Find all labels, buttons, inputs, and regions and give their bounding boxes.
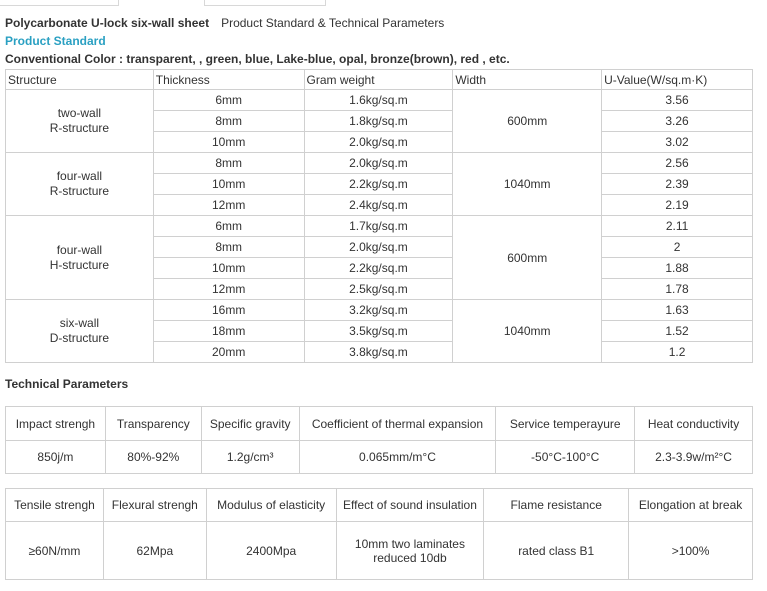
u-value-cell: 1.88 xyxy=(602,258,753,279)
u-value-cell: 1.2 xyxy=(602,342,753,363)
table-header-row xyxy=(6,70,753,90)
parameter-value-row xyxy=(6,441,753,474)
u-value-cell: 3.02 xyxy=(602,132,753,153)
parameter-header: Impact strengh xyxy=(6,407,106,441)
weight-cell: 2.2kg/sq.m xyxy=(304,174,453,195)
parameter-value: >100% xyxy=(629,522,753,580)
top-tab-middle xyxy=(204,0,326,6)
width-cell: 1040mm xyxy=(453,153,602,216)
u-value-cell: 2 xyxy=(602,237,753,258)
thickness-cell: 6mm xyxy=(153,216,304,237)
table-row xyxy=(6,90,753,111)
width-cell: 600mm xyxy=(453,90,602,153)
table-row xyxy=(6,153,753,174)
column-header: U-Value(W/sq.m·K) xyxy=(602,70,753,90)
u-value-cell: 3.26 xyxy=(602,111,753,132)
parameter-header: Effect of sound insulation xyxy=(336,489,484,522)
parameter-value: 2400Mpa xyxy=(206,522,336,580)
parameter-header: Flexural strengh xyxy=(103,489,206,522)
table-row xyxy=(6,216,753,237)
thickness-cell: 18mm xyxy=(153,321,304,342)
weight-cell: 3.2kg/sq.m xyxy=(304,300,453,321)
weight-cell: 1.7kg/sq.m xyxy=(304,216,453,237)
top-tab-left xyxy=(0,0,119,6)
product-standard-heading: Product Standard xyxy=(5,34,106,48)
column-header: Thickness xyxy=(153,70,304,90)
parameter-header-row xyxy=(6,407,753,441)
technical-parameters-table-1 xyxy=(5,406,753,474)
weight-cell: 2.4kg/sq.m xyxy=(304,195,453,216)
parameter-value-row xyxy=(6,522,753,580)
structure-cell xyxy=(6,300,154,363)
technical-parameters-heading: Technical Parameters xyxy=(5,377,129,391)
structure-cell xyxy=(6,90,154,153)
thickness-cell: 8mm xyxy=(153,111,304,132)
weight-cell: 1.8kg/sq.m xyxy=(304,111,453,132)
page-subtitle: Product Standard & Technical Parameters xyxy=(221,16,445,30)
structure-name: two-wall xyxy=(57,106,102,120)
conventional-colors: Conventional Color : transparent, , green, blue, Lake-blue, opal, bronze(brown), red , etc. xyxy=(5,52,510,66)
table-row xyxy=(6,300,753,321)
thickness-cell: 8mm xyxy=(153,153,304,174)
weight-cell: 2.5kg/sq.m xyxy=(304,279,453,300)
thickness-cell: 10mm xyxy=(153,258,304,279)
weight-cell: 2.0kg/sq.m xyxy=(304,237,453,258)
page-title xyxy=(5,16,444,30)
weight-cell: 2.2kg/sq.m xyxy=(304,258,453,279)
parameter-value: -50°C-100°C xyxy=(496,441,635,474)
weight-cell: 2.0kg/sq.m xyxy=(304,132,453,153)
parameter-value: rated class B1 xyxy=(484,522,629,580)
u-value-cell: 1.63 xyxy=(602,300,753,321)
parameter-header: Service temperayure xyxy=(496,407,635,441)
structure-name: six-wall xyxy=(59,316,100,330)
u-value-cell: 2.19 xyxy=(602,195,753,216)
u-value-cell: 2.11 xyxy=(602,216,753,237)
u-value-cell: 2.56 xyxy=(602,153,753,174)
structure-type: R-structure xyxy=(49,184,110,198)
parameter-header: Transparency xyxy=(105,407,201,441)
thickness-cell: 20mm xyxy=(153,342,304,363)
u-value-cell: 1.52 xyxy=(602,321,753,342)
width-cell: 600mm xyxy=(453,216,602,300)
structure-name: four-wall xyxy=(56,242,103,257)
product-standard-table xyxy=(5,69,753,363)
parameter-header: Heat conductivity xyxy=(635,407,753,441)
column-header: Structure xyxy=(6,70,154,90)
structure-type: R-structure xyxy=(49,121,110,135)
parameter-value: 850j/m xyxy=(6,441,106,474)
u-value-cell: 2.39 xyxy=(602,174,753,195)
weight-cell: 2.0kg/sq.m xyxy=(304,153,453,174)
parameter-value: ≥60N/mm xyxy=(6,522,104,580)
column-header: Gram weight xyxy=(304,70,453,90)
structure-type: H-structure xyxy=(49,257,110,272)
parameter-header: Modulus of elasticity xyxy=(206,489,336,522)
parameter-header: Elongation at break xyxy=(629,489,753,522)
thickness-cell: 16mm xyxy=(153,300,304,321)
thickness-cell: 12mm xyxy=(153,279,304,300)
thickness-cell: 10mm xyxy=(153,132,304,153)
structure-name: four-wall xyxy=(56,169,103,183)
u-value-cell: 1.78 xyxy=(602,279,753,300)
column-header: Width xyxy=(453,70,602,90)
structure-cell xyxy=(6,153,154,216)
parameter-value: 0.065mm/m°C xyxy=(299,441,496,474)
parameter-value: 62Mpa xyxy=(103,522,206,580)
width-cell: 1040mm xyxy=(453,300,602,363)
structure-cell xyxy=(6,216,154,300)
parameter-header: Specific gravity xyxy=(201,407,299,441)
u-value-cell: 3.56 xyxy=(602,90,753,111)
parameter-header-row xyxy=(6,489,753,522)
parameter-value: 10mm two laminates reduced 10db xyxy=(336,522,484,580)
parameter-header: Tensile strengh xyxy=(6,489,104,522)
structure-type: D-structure xyxy=(49,331,110,345)
weight-cell: 3.8kg/sq.m xyxy=(304,342,453,363)
technical-parameters-table-2 xyxy=(5,488,753,580)
parameter-value: 80%-92% xyxy=(105,441,201,474)
parameter-header: Flame resistance xyxy=(484,489,629,522)
thickness-cell: 8mm xyxy=(153,237,304,258)
thickness-cell: 12mm xyxy=(153,195,304,216)
thickness-cell: 6mm xyxy=(153,90,304,111)
product-name: Polycarbonate U-lock six-wall sheet xyxy=(5,16,210,30)
parameter-header: Coefficient of thermal expansion xyxy=(299,407,496,441)
weight-cell: 1.6kg/sq.m xyxy=(304,90,453,111)
parameter-value: 1.2g/cm³ xyxy=(201,441,299,474)
parameter-value: 2.3-3.9w/m²°C xyxy=(635,441,753,474)
thickness-cell: 10mm xyxy=(153,174,304,195)
weight-cell: 3.5kg/sq.m xyxy=(304,321,453,342)
top-tab-strip xyxy=(0,0,767,6)
